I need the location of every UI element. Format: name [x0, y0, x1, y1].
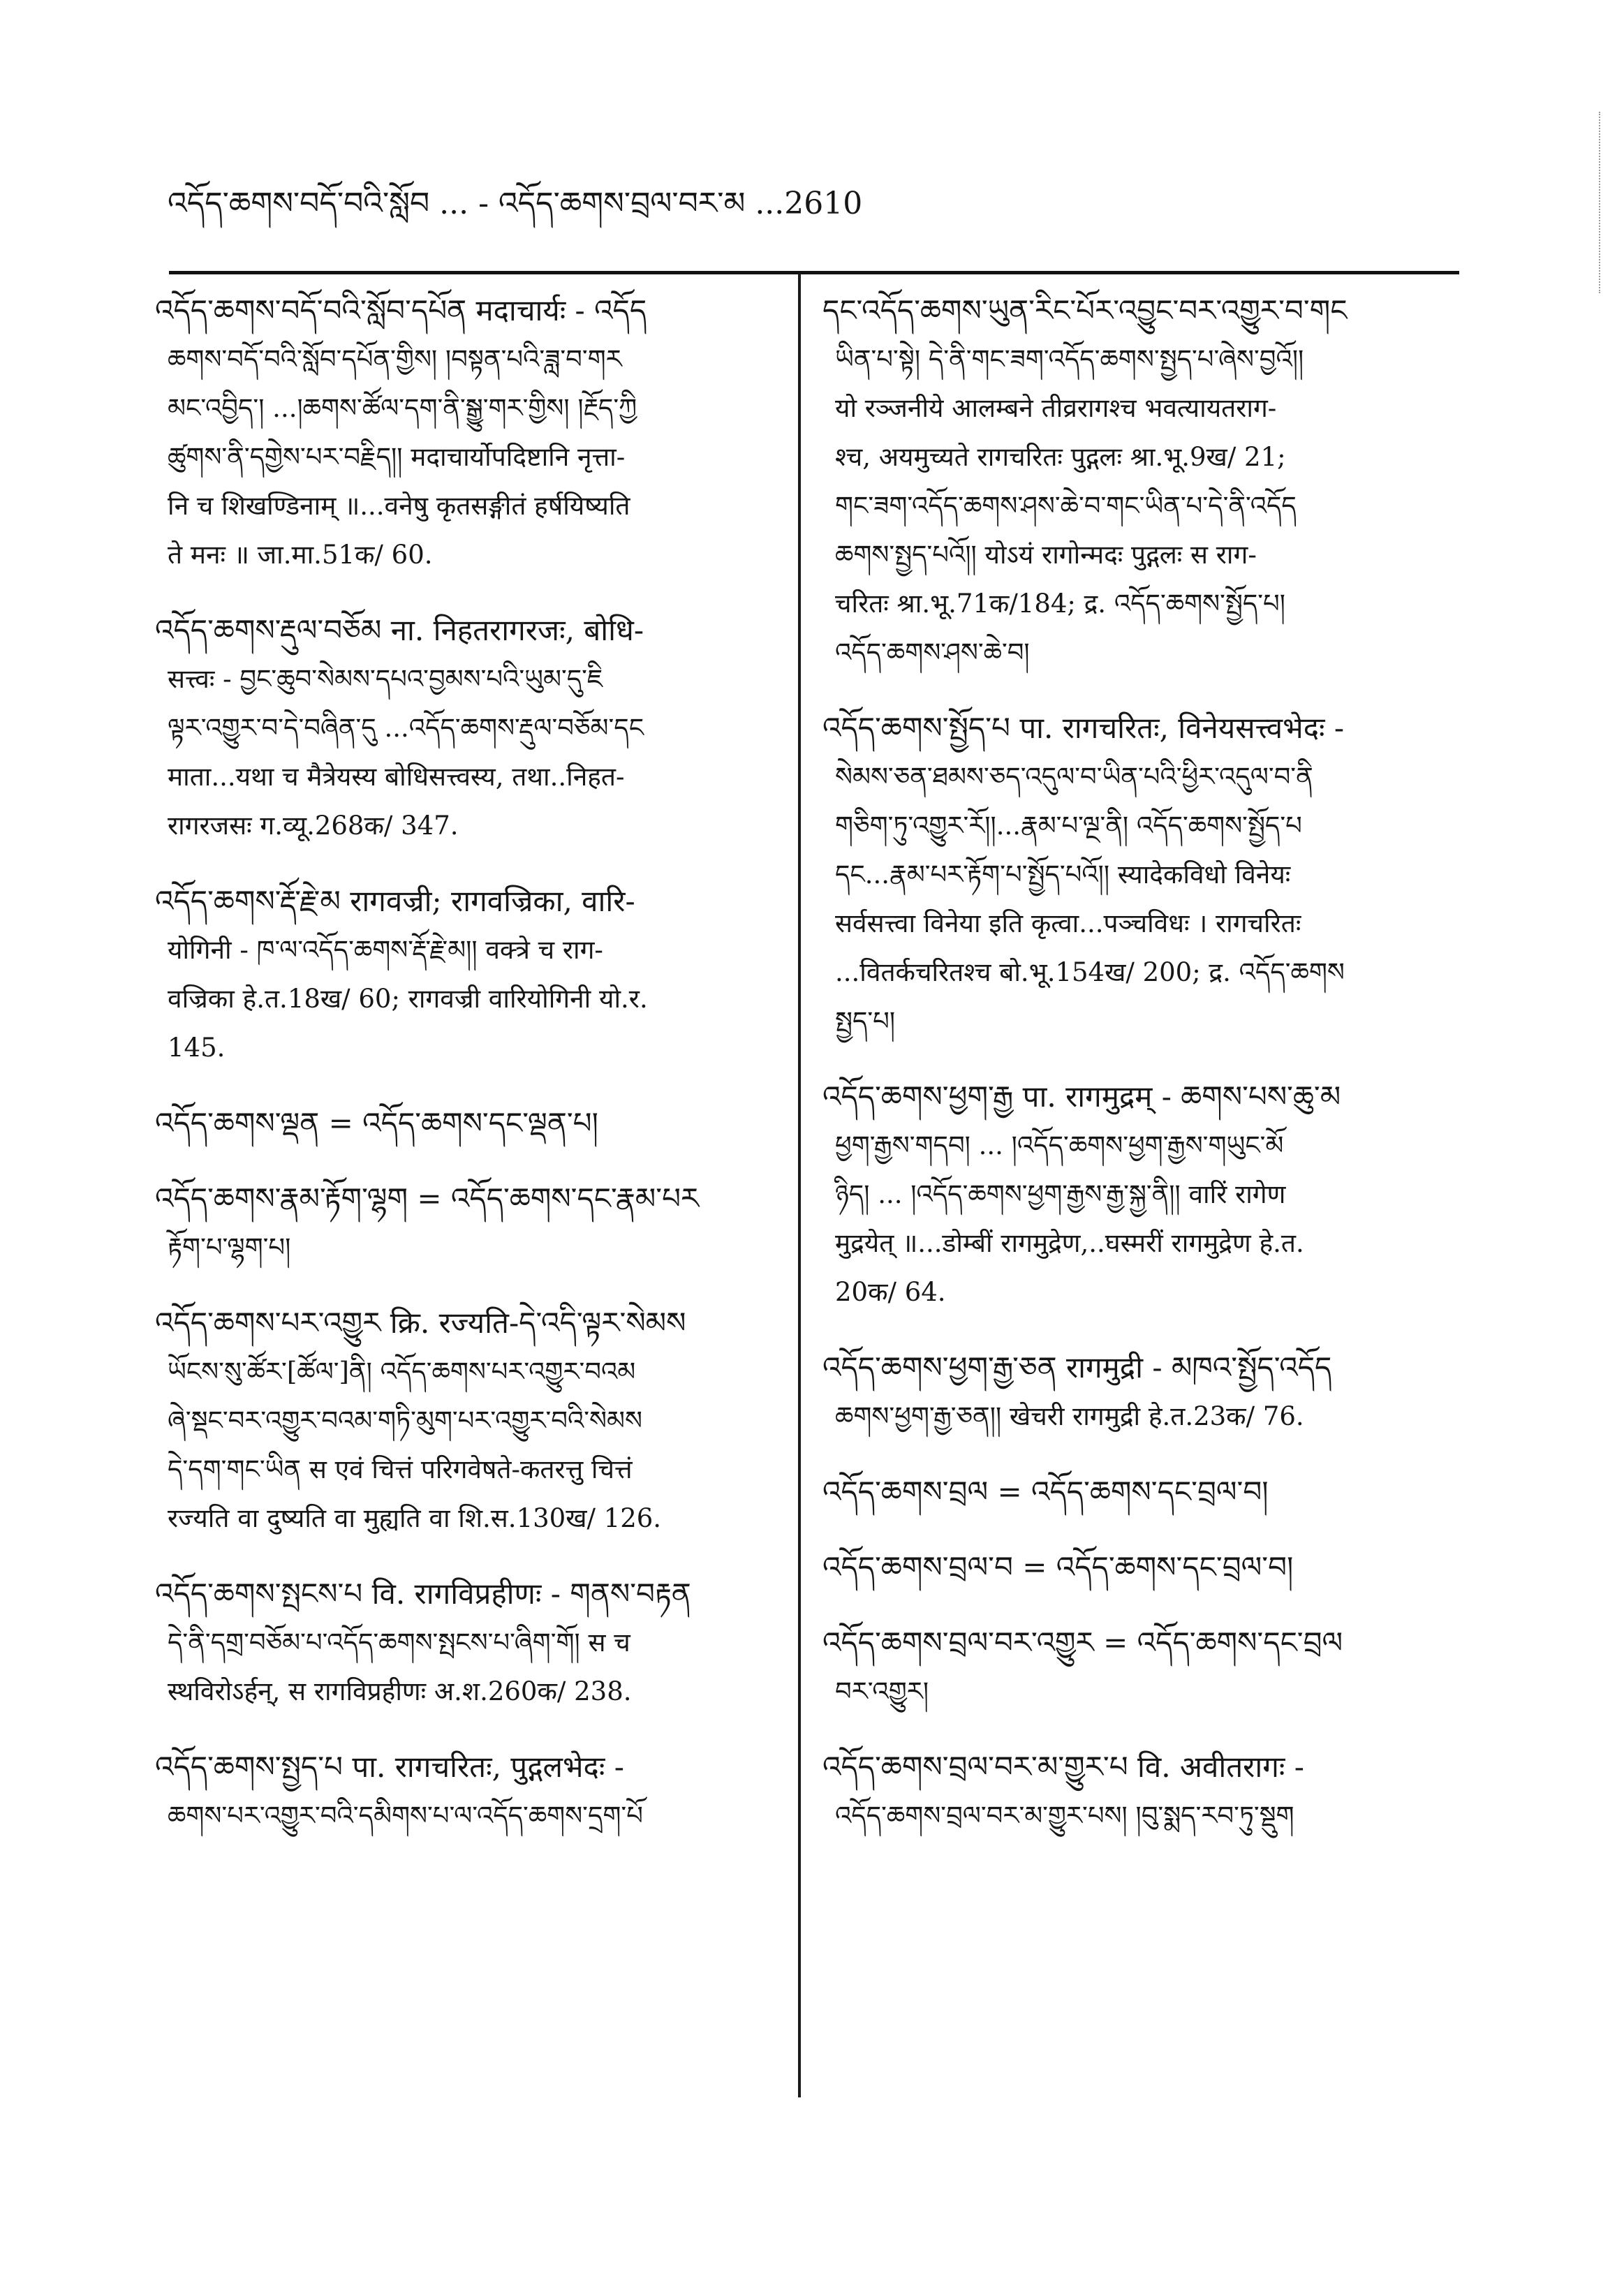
entry-text-line: ཆགས་བདོ་བའི་སློབ་དཔོན་གྱིས། །བསྟན་པའི་ཟླ་བ་གར: [168, 344, 622, 374]
dictionary-entry: [155, 877, 776, 1072]
right-column: [822, 286, 1458, 1867]
entry-text-line: योगिनी - ཁ་ལ་འདོད་ཆགས་རྡོ་རྗེ་མ།། वक्त्रे च राग-: [168, 935, 603, 965]
entry-text-line: མང་འབྱིད་། ...།ཆགས་ཚོལ་དག་ནི་སྒྱུ་གར་གྱིས། །རྔོད་ཀྱི: [168, 393, 637, 423]
entry-text-line: དེ་དག་གང་ཡིན स एवं चित्तं परिगवेषते-कतरत्तु चित्तं: [168, 1454, 633, 1484]
entry-text-line: मुद्रयेत् ॥...डोम्बीं रागमुद्रेण,..घस्मरीं रागमुद्रेण हे.त.: [835, 1228, 1304, 1258]
entry-text-line: यो रञ्जनीये आलम्बने तीव्ररागश्च भवत्यायतराग-: [835, 393, 1277, 423]
entry-headword-line: འདོད་ཆགས་བྲལ་བར་འགྱུར = འདོད་ཆགས་དང་བྲལ: [822, 1625, 1343, 1660]
entry-headword-line: འདོད་ཆགས་བྲལ་བ = འདོད་ཆགས་དང་བྲལ་བ།: [822, 1550, 1294, 1584]
dictionary-entry: [155, 1743, 776, 1840]
dictionary-entry: [822, 1743, 1458, 1840]
entry-text-line: ...वितर्कचरितश्च बो.भू.154ख/ 200; द्र. འདོད་ཆགས: [835, 957, 1345, 987]
entry-text-line: དེ་ནི་དགྲ་བཅོམ་པ་འདོད་ཆགས་སྤངས་པ་ཞིག་གོ། स च: [168, 1628, 630, 1658]
entry-headword-line: འདོད་ཆགས་ཕྱག་རྒྱ་ཅན रागमुद्री - མཁའ་སྤྱོད་འདོད: [822, 1350, 1332, 1385]
dictionary-entry: [822, 286, 1458, 677]
entry-text-line: वज्रिका हे.त.18ख/ 60; रागवज्री वारियोगिनी यो.र.: [168, 984, 648, 1014]
dictionary-entry: [155, 1299, 776, 1543]
header-rule: [169, 271, 1459, 274]
entry-text-line: श्च, अयमुच्यते रागचरितः पुद्गलः श्रा.भू.9ख/ 21;: [835, 442, 1286, 472]
entry-headword-line: འདོད་ཆགས་པར་འགྱུར क्रि. रज्यति-དེ་འདི་ལྟར་སེམས: [155, 1306, 686, 1340]
left-column: [155, 286, 776, 1867]
entry-text-line: ཡོངས་སུ་ཚོར་[ཚོལ་]ནི། འདོད་ཆགས་པར་འགྱུར་བའམ: [168, 1357, 636, 1387]
entry-headword-line: འདོད་ཆགས་སྤྱོད་པ पा. रागचरितः, विनेयसत्त्वभेदः -: [822, 711, 1345, 745]
entry-text-line: ते मनः ॥ जा.मा.51क/ 60.: [168, 540, 433, 570]
entry-headword-line: འདོད་ཆགས་སྤངས་པ वि. रागविप्रहीणः - གནས་བརྟན: [155, 1577, 691, 1611]
entry-headword-line: འདོད་ཆགས་སྤྱད་པ पा. रागचरितः, पुद्गलभेदः -: [155, 1750, 624, 1784]
dictionary-entry: [155, 606, 776, 850]
dictionary-entry: [155, 1174, 776, 1272]
entry-text-line: ལྟར་འགྱུར་བ་དེ་བཞིན་དུ ...འདོད་ཆགས་རྡུལ་བཅོམ་དང: [168, 713, 644, 743]
entry-headword-line: དང་འདོད་ཆགས་ཡུན་རིང་པོར་འབྱུང་བར་འགྱུར་བ་གང: [822, 293, 1348, 327]
entry-text-line: ཚུགས་ནི་དགྱེས་པར་བརྗིད།། मदाचार्योपदिष्टानि नृत्ता-: [168, 442, 626, 472]
dictionary-entry: [155, 1570, 776, 1716]
entry-text-line: རྟོག་པ་ལྷག་པ།: [168, 1232, 291, 1262]
entry-headword-line: འདོད་ཆགས་རྣམ་རྟོག་ལྷག = འདོད་ཆགས་དང་རྣམ་པར: [155, 1181, 700, 1216]
entry-text-line: སེམས་ཅན་ཐམས་ཅད་འདུལ་བ་ཡིན་པའི་ཕྱིར་འདུལ་བ་ནི: [835, 762, 1313, 792]
entry-text-line: सत्त्वः - བྱང་ཆུབ་སེམས་དཔའ་བྱམས་པའི་ཡུམ་དུ་ཇི: [168, 664, 603, 694]
scan-edge-marks: [1599, 112, 1604, 293]
dictionary-entry: [822, 1343, 1458, 1441]
entry-text-line: 20क/ 64.: [835, 1277, 946, 1307]
entry-text-line: माता...यथा च मैत्रेयस्य बोधिसत्त्वस्य, तथा..निहत-: [168, 762, 625, 792]
entry-text-line: སྤྱད་པ།: [835, 1006, 896, 1036]
entry-text-line: བར་འགྱུར།: [835, 1676, 929, 1706]
dictionary-entry: [822, 1543, 1458, 1592]
entry-text-line: ཉིད། ... །འདོད་ཆགས་ཕྱག་རྒྱས་རྒྱ་སྐྱ་ནི།། वारिं रागेण: [835, 1179, 1286, 1209]
entry-headword-line: འདོད་ཆགས་རྡོ་རྗེ་མ रागवज्री; रागवज्रिका, वारि-: [155, 884, 635, 918]
entry-text-line: གཅིག་ཏུ་འགྱུར་རོ།།...རྣམ་པ་ལྔ་ནི། འདོད་ཆགས་སྤྱོད་པ: [835, 811, 1302, 841]
entry-headword-line: འདོད་ཆགས་བདོ་བའི་སློབ་དཔོན मदाचार्यः - འདོད: [155, 293, 647, 327]
entry-text-line: ཕྱག་རྒྱས་གདབ། ... །འདོད་ཆགས་ཕྱག་རྒྱས་གཡུང་མོ: [835, 1130, 1284, 1160]
entry-text-line: ཆགས་པར་འགྱུར་བའི་དམིགས་པ་ལ་འདོད་ཆགས་དྲག་པོ: [168, 1801, 643, 1831]
entry-text-line: འདོད་ཆགས་བྲལ་བར་མ་གྱུར་པས། །བུ་སྨད་རབ་ཏུ་སྡུག: [835, 1801, 1294, 1831]
entry-text-line: ཆགས་སྤྱད་པའོ།། योऽयं रागोन्मदः पुद्गलः स राग-: [835, 540, 1257, 570]
dictionary-entry: [155, 286, 776, 580]
entry-text-line: 145.: [168, 1033, 226, 1063]
dictionary-entry: [155, 1099, 776, 1148]
entry-headword-line: འདོད་ཆགས་རྡུལ་བཅོམ ना. निहतरागरजः, बोधि-: [155, 613, 644, 647]
entry-headword-line: འདོད་ཆགས་བྲལ = འདོད་ཆགས་དང་བྲལ་བ།: [822, 1475, 1269, 1509]
entry-text-line: स्थविरोऽर्हन्, स रागविप्रहीणः अ.श.260क/ 238.: [168, 1676, 632, 1706]
entry-headword-line: འདོད་ཆགས་ཕྱག་རྒྱ पा. रागमुद्रम् - ཆགས་པས་ཆུ་མ: [822, 1079, 1341, 1114]
running-head: འདོད་ཆགས་བདོ་བའི་སློབ ... - འདོད་ཆགས་བྲལ་བར་མ ...2610: [168, 186, 863, 221]
entry-headword-line: འདོད་ཆགས་བྲལ་བར་མ་གྱུར་པ वि. अवीतरागः -: [822, 1750, 1304, 1784]
entry-text-line: ཆགས་ཕྱག་རྒྱ་ཅན།། खेचरी रागमुद्री हे.त.23क/ 76.: [835, 1401, 1304, 1431]
entry-text-line: ཞེ་སྡང་བར་འགྱུར་བའམ་གཏི་མུག་པར་འགྱུར་བའི་སེམས: [168, 1405, 642, 1435]
entry-text-line: འདོད་ཆགས་ཤས་ཆེ་བ།: [835, 637, 1030, 667]
entry-text-line: नि च शिखण्डिनाम् ॥...वनेषु कृतसङ्गीतं हर्षयिष्यति: [168, 491, 630, 521]
dictionary-entry: [822, 1072, 1458, 1317]
column-divider: [798, 274, 801, 2097]
entry-text-line: चरितः श्रा.भू.71क/184; द्र. འདོད་ཆགས་སྤྱོད་པ།: [835, 589, 1285, 619]
entry-text-line: ཡིན་པ་སྟེ། དེ་ནི་གང་ཟག་འདོད་ཆགས་སྤྱད་པ་ཞེས་བྱའོ།།: [835, 344, 1304, 374]
entry-text-line: གང་ཟག་འདོད་ཆགས་ཤས་ཆེ་བ་གང་ཡིན་པ་དེ་ནི་འདོད: [835, 491, 1297, 521]
dictionary-entry: [822, 1618, 1458, 1716]
dictionary-entry: [822, 1468, 1458, 1516]
dictionary-entry: [822, 704, 1458, 1046]
entry-headword-line: འདོད་ཆགས་ལྡན = འདོད་ཆགས་དང་ལྡན་པ།: [155, 1106, 598, 1140]
entry-text-line: सर्वसत्त्वा विनेया इति कृत्वा...पञ्चविधः । रागचरितः: [835, 908, 1301, 938]
entry-text-line: रज्यति वा दुष्यति वा मुह्यति वा शि.स.130ख/ 126.: [168, 1503, 662, 1533]
entry-text-line: रागरजसः ग.व्यू.268क/ 347.: [168, 811, 459, 841]
entry-text-line: དང...རྣམ་པར་རྟོག་པ་སྤྱོད་པའོ།། स्यादेकविधो विनेयः: [835, 859, 1291, 890]
